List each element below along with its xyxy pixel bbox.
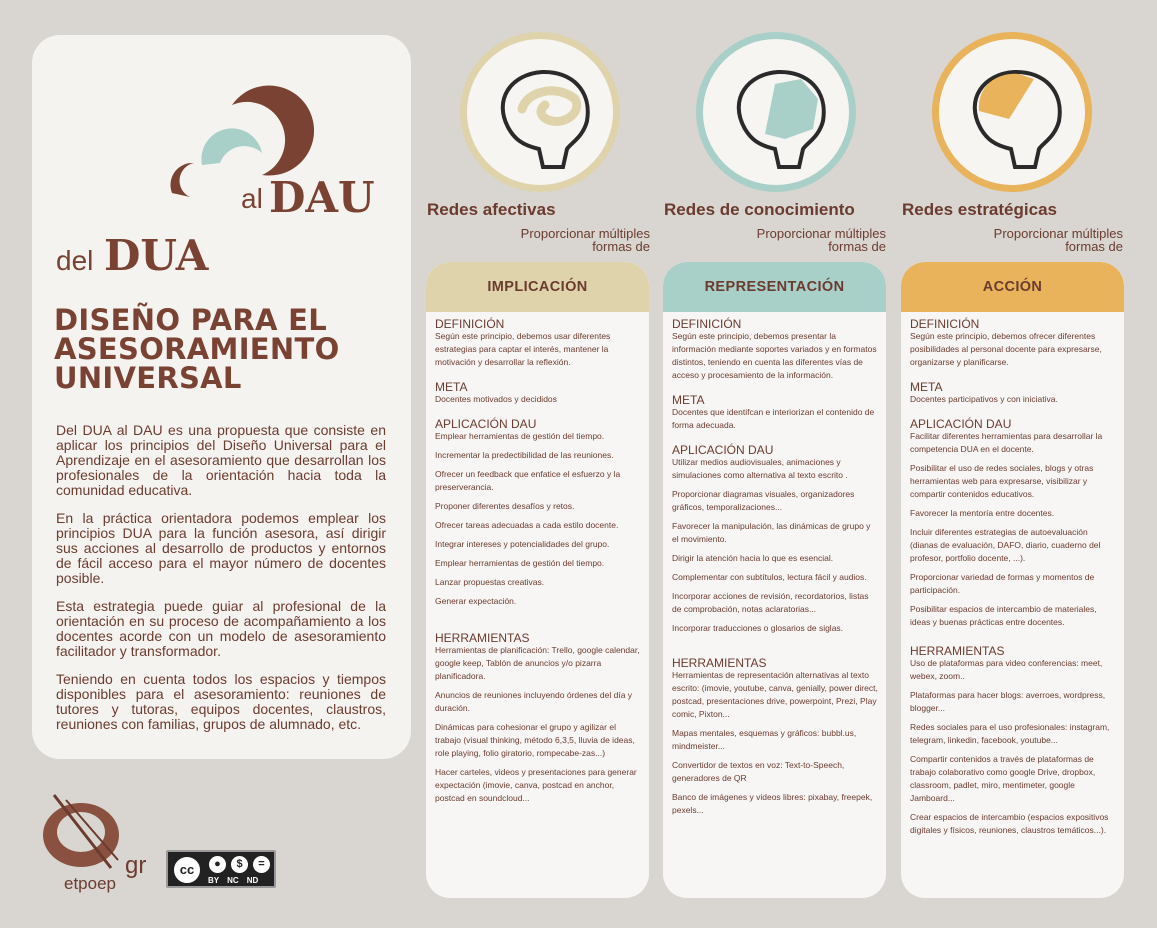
meta-title: META — [910, 380, 943, 394]
list-item: Plataformas para hacer blogs: averroes, wordpress, blogger... — [910, 690, 1106, 713]
meta-text: Docentes que identifcan e interiorizan el contenido de forma adecuada. — [672, 407, 875, 430]
list-item: Crear espacios de intercambio (espacios expositivos digitales y físicos, reuniones, claustros temáticos...). — [910, 812, 1109, 835]
list-item: Posibilitar espacios de intercambio de materiales, ideas y buenas prácticas entre docentes. — [910, 604, 1097, 627]
column-representacion — [663, 262, 886, 898]
band-representacion: REPRESENTACIÓN — [663, 262, 886, 312]
license-nd: ND — [246, 876, 259, 885]
list-item: Facilitar diferentes herramientas para desarrollar la competencia DUA en el docente. — [910, 431, 1103, 454]
list-item: Incrementar la predectibilidad de las reuniones. — [435, 450, 614, 460]
list-item: Favorecer la mentoría entre docentes. — [910, 508, 1055, 518]
list-item: Herramientas de representación alternativas al texto escrito: (imovie, youtube, canva, genially, power direct, postcad, presentaciones drive, powerpoint, Prezi, Play comic, Pixton... — [672, 670, 878, 719]
list-item: Emplear herramientas de gestión del tiempo. — [435, 558, 605, 568]
list-item: Hacer carteles, videos y presentaciones para generar expectación (imovie, canva, postcad en anchor, postcad en soundcloud... — [435, 767, 637, 803]
intro-card — [32, 35, 411, 759]
definition-text: Según este principio, debemos presentar la información mediante soportes variados y en formatos distintos, teniendo en cuenta las diferentes vías de acceso y procesamiento de la información. — [672, 331, 877, 380]
list-item: Incorporar traducciones o glosarios de siglas. — [672, 623, 844, 633]
list-item: Lanzar propuestas creativas. — [435, 577, 545, 587]
network-strategic: Redes estratégicas — [902, 200, 1057, 219]
subtitle-line: Proporcionar múltiples — [993, 226, 1123, 241]
intro-text — [56, 423, 386, 745]
list-item: Posibilitar el uso de redes sociales, blogs y otras herramientas web para expresarse, visibilizar y compartir contenidos educativos. — [910, 463, 1094, 499]
license-by: BY — [208, 876, 220, 885]
application-title: APLICACIÓN DAU — [672, 443, 774, 457]
subtitle-line: formas de — [592, 239, 650, 254]
tools-title: HERRAMIENTAS — [672, 656, 767, 670]
brain-strategic-icon — [932, 32, 1092, 192]
list-item: Incorporar acciones de revisión, recordatorios, listas de comprobación, notas aclaratorias... — [672, 591, 869, 614]
list-item: Mapas mentales, esquemas y gráficos: bubbl.us, mindmeister... — [672, 728, 857, 751]
application-title: APLICACIÓN DAU — [435, 417, 537, 431]
license-nc: NC — [227, 876, 239, 885]
intro-paragraph: Esta estrategia puede guiar al profesional de la orientación en su proceso de acompañamiento a los docentes acorde con un modelo de asesoramiento facilitador y transformador. — [56, 598, 386, 659]
logo-dua: DUA — [104, 231, 209, 280]
intro-paragraph: En la práctica orientadora podemos emplear los principios DUA para la función asesora, así dirigir sus acciones al desarrollo de productos y entornos de fácil acceso para el mayor número de docentes posible. — [56, 510, 386, 586]
list-item: Generar expectación. — [435, 596, 517, 606]
meta-text: Docentes participativos y con iniciativa. — [910, 394, 1058, 404]
no-dollar-icon: $ — [230, 855, 249, 874]
column-accion — [901, 262, 1124, 898]
equal-icon: = — [252, 855, 271, 874]
application-title: APLICACIÓN DAU — [910, 417, 1012, 431]
etpoep-emblem-icon — [36, 790, 136, 880]
column-subtitle — [994, 227, 1123, 253]
list-item: Incluir diferentes estrategias de autoevaluación (dianas de evaluación, DAFO, diario, cuaderno del profesor, portfolio docente, ...). — [910, 527, 1101, 563]
list-item: Banco de imágenes y videos libres: pixabay, freepek, pexels... — [672, 792, 873, 815]
logo-al: al — [241, 183, 263, 214]
column-implicacion — [426, 262, 649, 898]
definition-title: DEFINICIÓN — [435, 317, 505, 331]
list-item: Dinámicas para cohesionar el grupo y agilizar el trabajo (visual thinking, método 6,3,5, lluvia de ideas, role playing, folio giratorio, rompecabe-zas...) — [435, 722, 635, 758]
definition-text: Según este principio, debemos usar diferentes estrategias para captar el interés, mantener la motivación y desarrollar la reflexión. — [435, 331, 611, 367]
logo-dau: DAU — [269, 173, 375, 222]
band-implicacion: IMPLICACIÓN — [426, 262, 649, 312]
list-item: Proporcionar variedad de formas y momentos de participación. — [910, 572, 1095, 595]
list-item: Ofrecer tareas adecuadas a cada estilo docente. — [435, 520, 619, 530]
definition-title: DEFINICIÓN — [910, 317, 980, 331]
network-affective: Redes afectivas — [427, 200, 556, 219]
definition-text: Según este principio, debemos ofrecer diferentes posibilidades al personal docente para expresarse, organizarse y planificarse. — [910, 331, 1102, 367]
tools-title: HERRAMIENTAS — [435, 631, 530, 645]
list-item: Integrar intereses y potencialidades del grupo. — [435, 539, 610, 549]
intro-paragraph: Teniendo en cuenta todos los espacios y tiempos disponibles para el asesoramiento: reuniones de tutores y tutoras, equipos docentes, claustros, reuniones con familias, grupos de alumnado, etc. — [56, 671, 386, 732]
brand-suffix: gr — [125, 852, 147, 879]
band-accion: ACCIÓN — [901, 262, 1124, 312]
list-item: Anuncios de reuniones incluyendo órdenes del día y duración. — [435, 690, 633, 713]
intro-paragraph: Del DUA al DAU es una propuesta que consiste en aplicar los principios del Diseño Universal para el Aprendizaje en el asesoramiento que desarrollan los profesionales de la orientación hacia toda la comunidad educativa. — [56, 422, 386, 498]
list-item: Utilizar medios audiovisuales, animaciones y simulaciones como alternativa al texto escrito . — [672, 457, 848, 480]
page-title: DISEÑO PARA EL ASESORAMIENTO UNIVERSAL — [54, 303, 340, 395]
tools-title: HERRAMIENTAS — [910, 644, 1005, 658]
meta-title: META — [672, 393, 705, 407]
list-item: Proponer diferentes desafíos y retos. — [435, 501, 575, 511]
brain-affective-icon — [460, 32, 620, 192]
list-item: Uso de plataformas para video conferencias: meet, webex, zoom.. — [910, 658, 1103, 681]
list-item: Favorecer la manipulación, las dinámicas de grupo y el movimiento. — [672, 521, 871, 544]
subtitle-line: Proporcionar múltiples — [520, 226, 650, 241]
list-item: Complementar con subtítulos, lectura fácil y audios. — [672, 572, 867, 582]
list-item: Ofrecer un feedback que enfatice el esfuerzo y la preserverancia. — [435, 469, 621, 492]
list-item: Proporcionar diagramas visuales, organizadores gráficos, temporalizaciones... — [672, 489, 855, 512]
meta-title: META — [435, 380, 468, 394]
network-knowledge: Redes de conocimiento — [664, 200, 855, 219]
subtitle-line: formas de — [828, 239, 886, 254]
list-item: Dirigir la atención hacia lo que es esencial. — [672, 553, 834, 563]
subtitle-line: formas de — [1065, 239, 1123, 254]
list-item: Compartir contenidos a través de plataformas de trabajo colaborativo como google Drive, dropbox, classroom, padlet, miro, mentimeter, google Jamboard... — [910, 754, 1096, 803]
cc-license-badge[interactable] — [166, 850, 276, 888]
column-subtitle — [757, 227, 886, 253]
meta-text: Docentes motivados y decididos — [435, 394, 557, 404]
list-item: Emplear herramientas de gestión del tiempo. — [435, 431, 605, 441]
person-icon: ● — [208, 855, 227, 874]
logo-del: del — [56, 245, 94, 276]
list-item: Redes sociales para el uso profesionales: instagram, telegram, linkedin, facebook, youtube... — [910, 722, 1110, 745]
brain-knowledge-icon — [696, 32, 856, 192]
definition-title: DEFINICIÓN — [672, 317, 742, 331]
brand-name: etpoep — [64, 874, 116, 893]
subtitle-line: Proporcionar múltiples — [756, 226, 886, 241]
column-subtitle — [521, 227, 650, 253]
cc-icon: cc — [172, 855, 202, 885]
list-item: Herramientas de planificación: Trello, google calendar, google keep, Tablón de anuncios y/o pizarra planificadora. — [435, 645, 640, 681]
list-item: Convertidor de textos en voz: Text-to-Speech, generadores de QR — [672, 760, 845, 783]
